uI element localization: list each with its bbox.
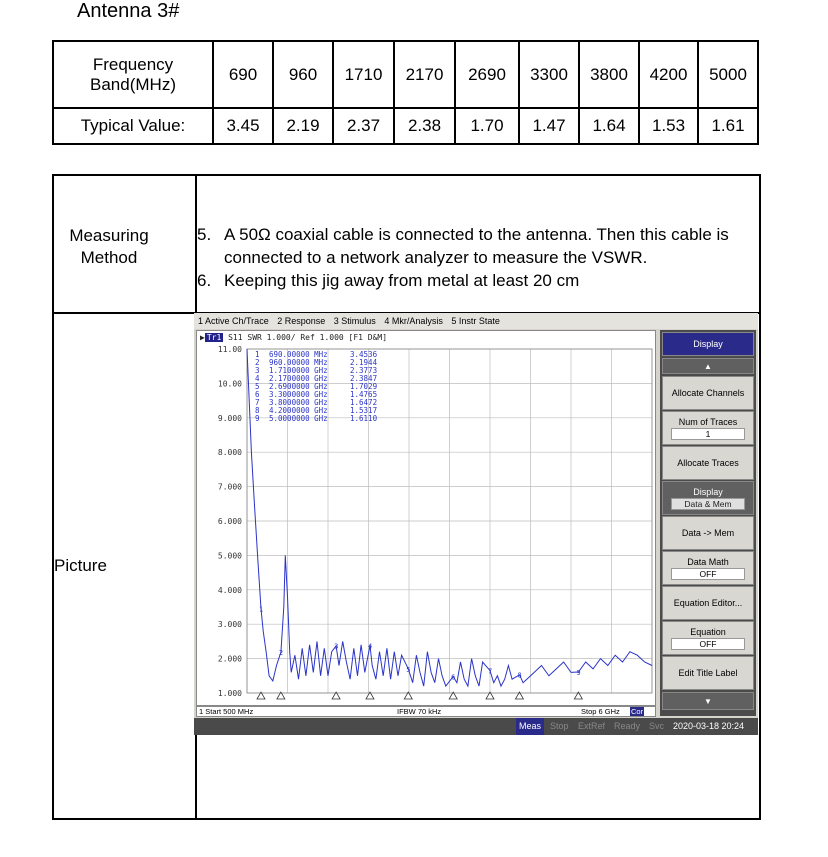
scroll-up-icon[interactable]: ▲ (662, 358, 754, 374)
scroll-down-icon[interactable]: ▼ (662, 692, 754, 710)
marker-readout-value: 2.3773 (350, 366, 378, 375)
band-cell: 5000 (698, 41, 758, 108)
softkey-panel (660, 330, 756, 716)
value-cell: 1.64 (579, 108, 639, 144)
band-cell: 690 (213, 41, 273, 108)
trace-badge[interactable]: Tr1 (206, 333, 222, 342)
softkey-allocate-channels[interactable] (662, 376, 754, 410)
softkey-display-data-mem[interactable] (662, 481, 754, 515)
softkey-num-of-traces[interactable] (662, 411, 754, 445)
softkey-label: Display (693, 486, 723, 497)
sweep-status-line (196, 706, 656, 717)
marker-readout-num: 3 (255, 366, 260, 375)
status-ready: Ready (614, 721, 641, 731)
measuring-method-label: Measuring Method (69, 226, 149, 267)
menu-active-ch-trace[interactable]: 1 Active Ch/Trace (198, 316, 269, 326)
instrument-status-bar (194, 718, 758, 735)
step-text: Keeping this jig away from metal at least 20 cm (224, 271, 580, 290)
softkey-label: Data -> Mem (681, 528, 735, 538)
value-row-label: Typical Value: (53, 108, 213, 144)
marker-readout-value: 1.7029 (350, 382, 378, 391)
value-cell: 2.37 (333, 108, 394, 144)
softkey-data-math[interactable] (662, 551, 754, 585)
marker-readout-freq: 5.0000000 GHz (269, 414, 328, 423)
menu-stimulus[interactable]: 3 Stimulus (333, 316, 376, 326)
cor-badge: Cor (631, 707, 644, 716)
softkey-label: Num of Traces (678, 416, 738, 427)
softkey-allocate-traces[interactable] (662, 446, 754, 480)
marker-readout-value: 2.3847 (350, 374, 378, 383)
trace-header-text: S11 SWR 1.000/ Ref 1.000 [F1 D&M] (228, 333, 388, 342)
band-cell: 1710 (333, 41, 394, 108)
y-tick-label: 7.000 (217, 482, 242, 492)
marker-readout-num: 5 (255, 382, 260, 391)
y-tick-label: 3.000 (217, 620, 242, 630)
marker-point-label: 8 (517, 671, 522, 680)
stop-frequency: Stop 6 GHz (581, 707, 620, 716)
marker-readout-freq: 3.8000000 GHz (269, 398, 328, 407)
y-tick-label: 2.000 (217, 654, 242, 664)
softkey-label: Data Math (687, 556, 729, 567)
value-cell: 1.61 (698, 108, 758, 144)
softkey-value: OFF (671, 568, 745, 580)
marker-point-label: 2 (278, 648, 284, 657)
y-tick-label: 6.000 (217, 517, 242, 526)
network-analyzer-screenshot (194, 313, 758, 735)
marker-readout-freq: 2.1700000 GHz (269, 374, 328, 383)
trace-header (200, 333, 387, 342)
value-cell: 1.53 (639, 108, 698, 144)
band-cell: 4200 (639, 41, 698, 108)
marker-readout-freq: 2.6900000 GHz (269, 382, 328, 391)
marker-point-label: 7 (488, 667, 493, 676)
softkey-data-to-mem[interactable] (662, 516, 754, 550)
softkey-value: 1 (671, 428, 745, 440)
marker-readout-freq: 3.3000000 GHz (269, 390, 328, 399)
marker-readout-value: 1.6110 (350, 414, 378, 423)
softkey-label: Allocate Channels (671, 388, 745, 398)
step-number: 6. (197, 271, 212, 290)
value-cell: 2.38 (394, 108, 455, 144)
band-cell: 960 (273, 41, 333, 108)
start-frequency: 1 Start 500 MHz (199, 707, 254, 716)
marker-point-label: 5 (406, 665, 411, 674)
status-svc: Svc (649, 721, 665, 731)
value-row (53, 108, 758, 144)
marker-readout-num: 9 (255, 414, 260, 423)
y-tick-label: 9.000 (217, 413, 242, 423)
spec-table (52, 40, 759, 145)
marker-readout-num: 7 (255, 398, 260, 407)
picture-label: Picture (54, 556, 107, 575)
marker-readout-num: 8 (255, 406, 260, 415)
band-cell: 2690 (455, 41, 519, 108)
marker-readout-value: 2.1944 (350, 358, 378, 367)
marker-readout-num: 4 (255, 374, 260, 383)
band-row-label: Frequency Band(MHz) (53, 41, 213, 108)
method-step (197, 223, 757, 269)
band-cell: 3800 (579, 41, 639, 108)
menu-mkr-analysis[interactable]: 4 Mkr/Analysis (384, 316, 443, 326)
marker-readout-freq: 960.00000 MHz (269, 358, 328, 367)
softkey-value: OFF (671, 638, 745, 650)
y-tick-label: 1.000 (217, 689, 242, 698)
y-tick-label: 4.000 (217, 585, 242, 595)
softkey-equation[interactable] (662, 621, 754, 655)
menu-response[interactable]: 2 Response (277, 316, 326, 326)
marker-readout-value: 1.5317 (350, 406, 378, 415)
value-cell: 1.70 (455, 108, 519, 144)
softkey-label: Edit Title Label (678, 668, 738, 678)
softkey-label: Allocate Traces (677, 458, 739, 468)
softkey-equation-editor[interactable] (662, 586, 754, 620)
step-text: A 50Ω coaxial cable is connected to the antenna. Then this cable is connected to a network analyzer to measure the VSWR. (224, 225, 729, 267)
marker-point-label: 4 (367, 642, 373, 651)
marker-readout-value: 3.4536 (350, 350, 378, 359)
marker-point-label: 3 (334, 642, 339, 651)
page-title: Antenna 3# (77, 0, 180, 22)
marker-readout-freq: 4.2000000 GHz (269, 406, 328, 415)
marker-readout-num: 6 (255, 390, 260, 399)
band-cell: 2170 (394, 41, 455, 108)
softkey-edit-title-label[interactable] (662, 656, 754, 690)
softkey-label: Equation (690, 626, 726, 637)
marker-readout-freq: 690.00000 MHz (269, 350, 328, 359)
status-extref: ExtRef (578, 721, 606, 731)
y-tick-label: 11.00 (217, 345, 242, 354)
value-cell: 3.45 (213, 108, 273, 144)
softkey-display-title[interactable]: Display (662, 332, 754, 356)
marker-readout-value: 1.6472 (350, 398, 378, 407)
band-cell: 3300 (519, 41, 579, 108)
marker-readout-num: 1 (255, 350, 260, 359)
y-tick-label: 10.00 (217, 379, 242, 389)
analyzer-menu-bar (194, 313, 758, 329)
band-row (53, 41, 758, 108)
play-icon: ▶ (200, 333, 205, 342)
marker-point-label: 9 (576, 668, 581, 677)
method-step (197, 269, 757, 292)
y-tick-label: 8.000 (217, 448, 242, 458)
value-cell: 2.19 (273, 108, 333, 144)
marker-readout-num: 2 (255, 358, 260, 367)
status-datetime: 2020-03-18 20:24 (673, 721, 745, 731)
vswr-chart (197, 331, 655, 705)
method-steps (197, 223, 757, 292)
marker-readout-value: 1.4765 (350, 390, 378, 399)
marker-readout-freq: 1.7100000 GHz (269, 366, 328, 375)
softkey-value: Data & Mem (671, 498, 745, 510)
marker-point-label: 1 (258, 605, 264, 614)
ifbw: IFBW 70 kHz (397, 707, 442, 716)
step-number: 5. (197, 225, 212, 244)
menu-instr-state[interactable]: 5 Instr State (451, 316, 500, 326)
softkey-label: Equation Editor... (673, 598, 743, 608)
value-cell: 1.47 (519, 108, 579, 144)
marker-point-label: 6 (451, 673, 456, 682)
status-stop: Stop (550, 721, 569, 731)
y-tick-label: 5.000 (217, 551, 242, 561)
vswr-plot-window (196, 330, 656, 706)
status-meas: Meas (516, 718, 544, 735)
